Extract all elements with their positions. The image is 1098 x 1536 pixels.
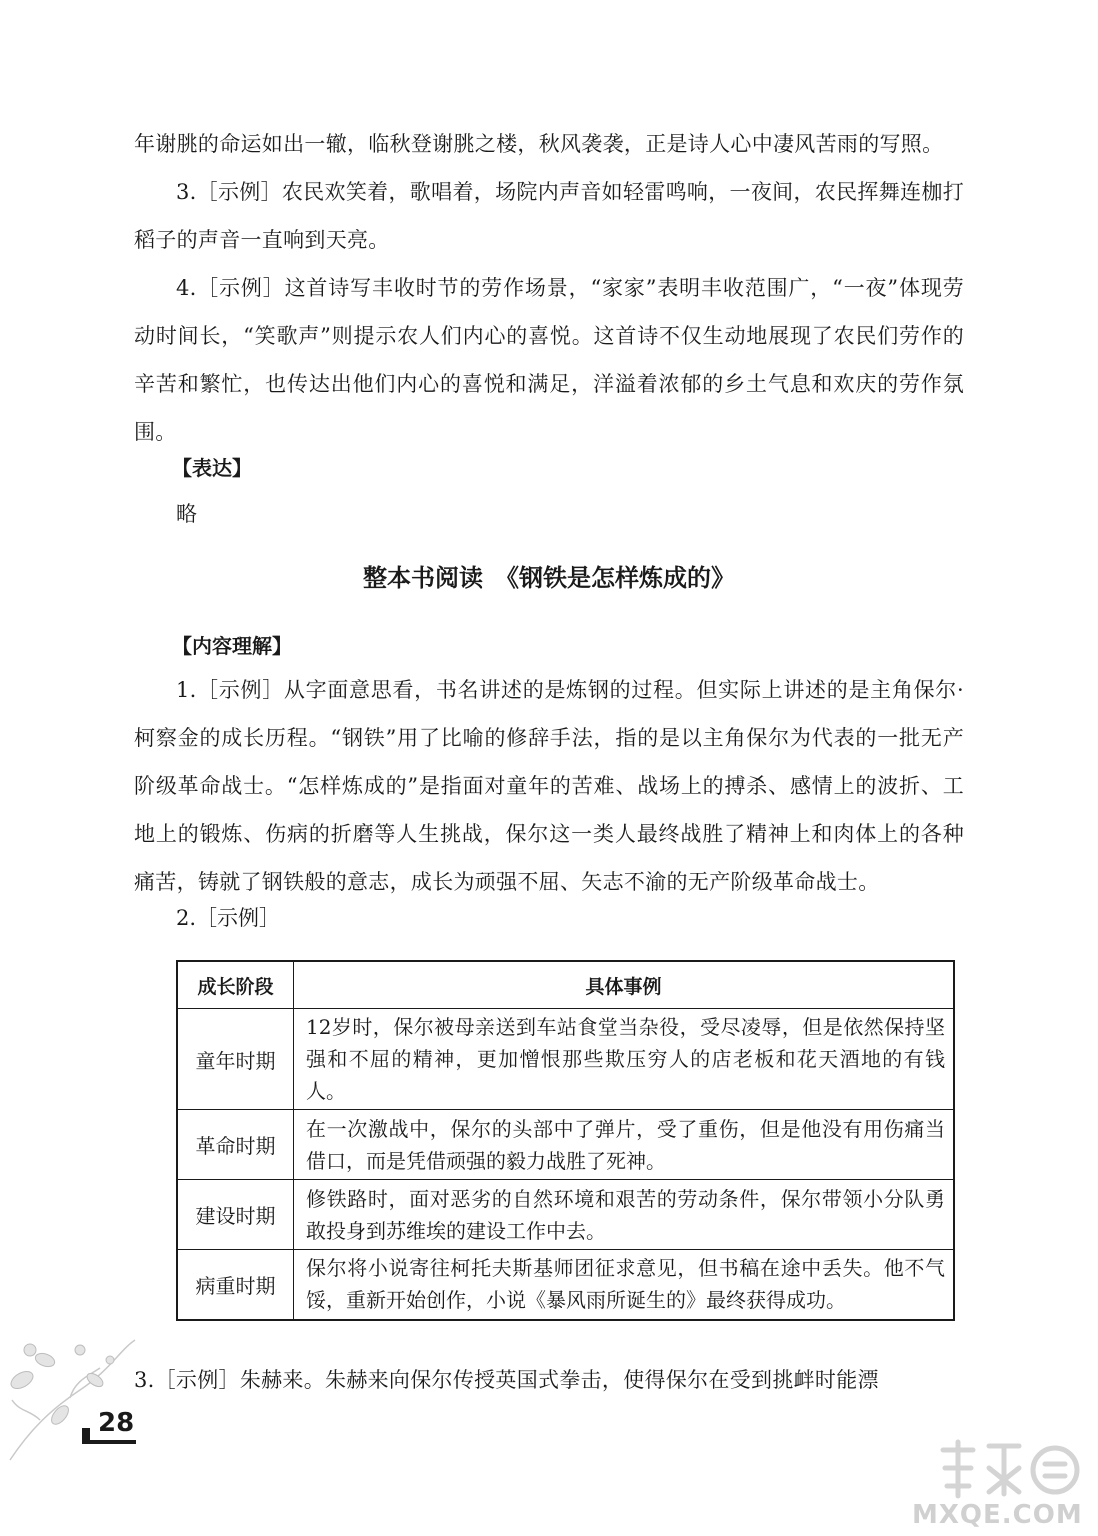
table-row [177,1180,954,1250]
table-header-row [177,961,954,1009]
table-row [177,1250,954,1320]
answer-4-poem: 4.［示例］这首诗写丰收时节的劳作场景，“家家”表明丰收范围广，“一夜”体现劳动时间长，“笑歌声”则提示农人们内心的喜悦。这首诗不仅生动地展现了农民们劳作的辛苦和繁忙，也传达出他们内心的喜悦和满足，洋溢着浓郁的乡土气息和欢庆的劳作氛围。 [134,276,964,444]
watermark-logo-icon [935,1438,1085,1500]
watermark-text: MXQE.COM [912,1500,1083,1530]
expression-label: 【表达】 [172,456,252,480]
answer-2-label: 2.［示例］ [176,906,281,930]
stage-cell: 建设时期 [177,1180,294,1250]
table-row [177,1110,954,1180]
answer-3-book: 3.［示例］朱赫来。朱赫来向保尔传授英国式拳击，使得保尔在受到挑衅时能漂 [134,1368,879,1392]
carry-over-line: 年谢朓的命运如出一辙，临秋登谢朓之楼，秋风袭袭，正是诗人心中凄风苦雨的写照。 [134,132,944,156]
expression-content: 略 [176,502,197,526]
page-number-rule [82,1440,136,1444]
growth-stages-table [176,960,955,1321]
section-title: 整本书阅读 《钢铁是怎样炼成的》 [363,564,735,592]
detail-cell: 在一次激战中，保尔的头部中了弹片，受了重伤，但是他没有用伤痛当借口，而是凭借顽强的毅力战胜了死神。 [294,1110,955,1180]
detail-cell: 保尔将小说寄往柯托夫斯基师团征求意见，但书稿在途中丢失。他不气馁，重新开始创作，小说《暴风雨所诞生的》最终获得成功。 [294,1250,955,1320]
header-detail: 具体事例 [294,961,955,1009]
stage-cell: 病重时期 [177,1250,294,1320]
table-row [177,1009,954,1110]
stage-cell: 童年时期 [177,1009,294,1110]
detail-cell: 12岁时，保尔被母亲送到车站食堂当杂役，受尽凌辱，但是依然保持坚强和不屈的精神，更加憎恨那些欺压穷人的店老板和花天酒地的有钱人。 [294,1009,955,1110]
page-number: 28 [98,1408,135,1438]
answer-3-poem: 3.［示例］农民欢笑着，歌唱着，场院内声音如轻雷鸣响，一夜间，农民挥舞连枷打稻子的声音一直响到天亮。 [134,180,964,252]
content-understanding-label: 【内容理解】 [172,634,292,658]
stage-cell: 革命时期 [177,1110,294,1180]
header-stage: 成长阶段 [177,961,294,1009]
detail-cell: 修铁路时，面对恶劣的自然环境和艰苦的劳动条件，保尔带领小分队勇敢投身到苏维埃的建设工作中去。 [294,1180,955,1250]
answer-1-book: 1.［示例］从字面意思看，书名讲述的是炼钢的过程。但实际上讲述的是主角保尔·柯察金的成长历程。“钢铁”用了比喻的修辞手法，指的是以主角保尔为代表的一批无产阶级革命战士。“怎样炼成的”是指面对童年的苦难、战场上的搏杀、感情上的波折、工地上的锻炼、伤病的折磨等人生挑战，保尔这一类人最终战胜了精神上和肉体上的各种痛苦，铸就了钢铁般的意志，成长为顽强不屈、矢志不渝的无产阶级革命战士。 [134,678,964,894]
floral-decoration-icon [0,1320,140,1470]
